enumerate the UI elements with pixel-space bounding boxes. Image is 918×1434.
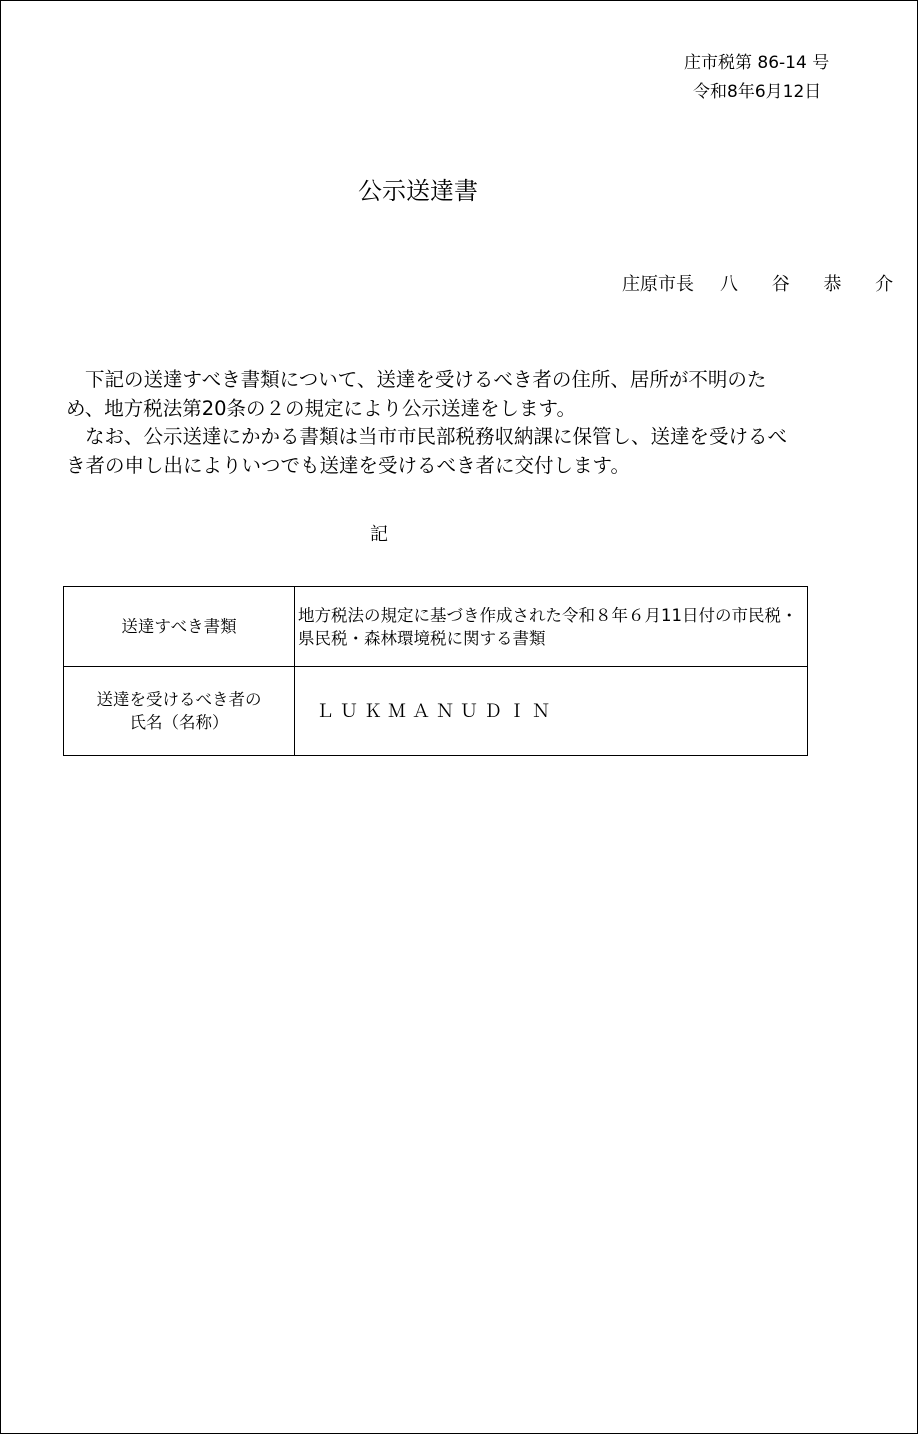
record-heading: 記	[370, 524, 388, 545]
issuer-block	[622, 270, 907, 296]
issuer-name: 八 谷 恭 介	[720, 274, 908, 295]
recipient-name: ＬＵＫＭＡＮＵＤＩＮ	[316, 700, 556, 722]
document-title: 公示送達書	[358, 177, 478, 205]
recipient-label-line-2: 氏名（名称）	[129, 713, 229, 732]
table-row	[64, 667, 808, 756]
recipient-value-cell	[295, 667, 808, 756]
body-paragraph-2: なお、公示送達にかかる書類は当市市民部税務収納課に保管し、送達を受けるべき者の申し出によりいつでも送達を受けるべき者に交付します。	[66, 425, 788, 477]
recipient-label	[64, 667, 295, 756]
documents-label: 送達すべき書類	[64, 587, 295, 667]
details-table	[63, 586, 808, 756]
recipient-label-line-1: 送達を受けるべき者の	[96, 690, 262, 709]
body-text	[66, 366, 796, 480]
documents-value: 地方税法の規定に基づき作成された令和８年６月11日付の市民税・県民税・森林環境税に関する書類	[295, 587, 808, 667]
document-date: 令和8年6月12日	[693, 82, 822, 102]
document-number: 庄市税第 86-14 号	[684, 53, 830, 73]
issuer-position: 庄原市長	[622, 274, 694, 295]
body-paragraph-1: 下記の送達すべき書類について、送達を受けるべき者の住所、居所が不明のため、地方税法第20条の２の規定により公示送達をします。	[66, 368, 767, 420]
table-row	[64, 587, 808, 667]
